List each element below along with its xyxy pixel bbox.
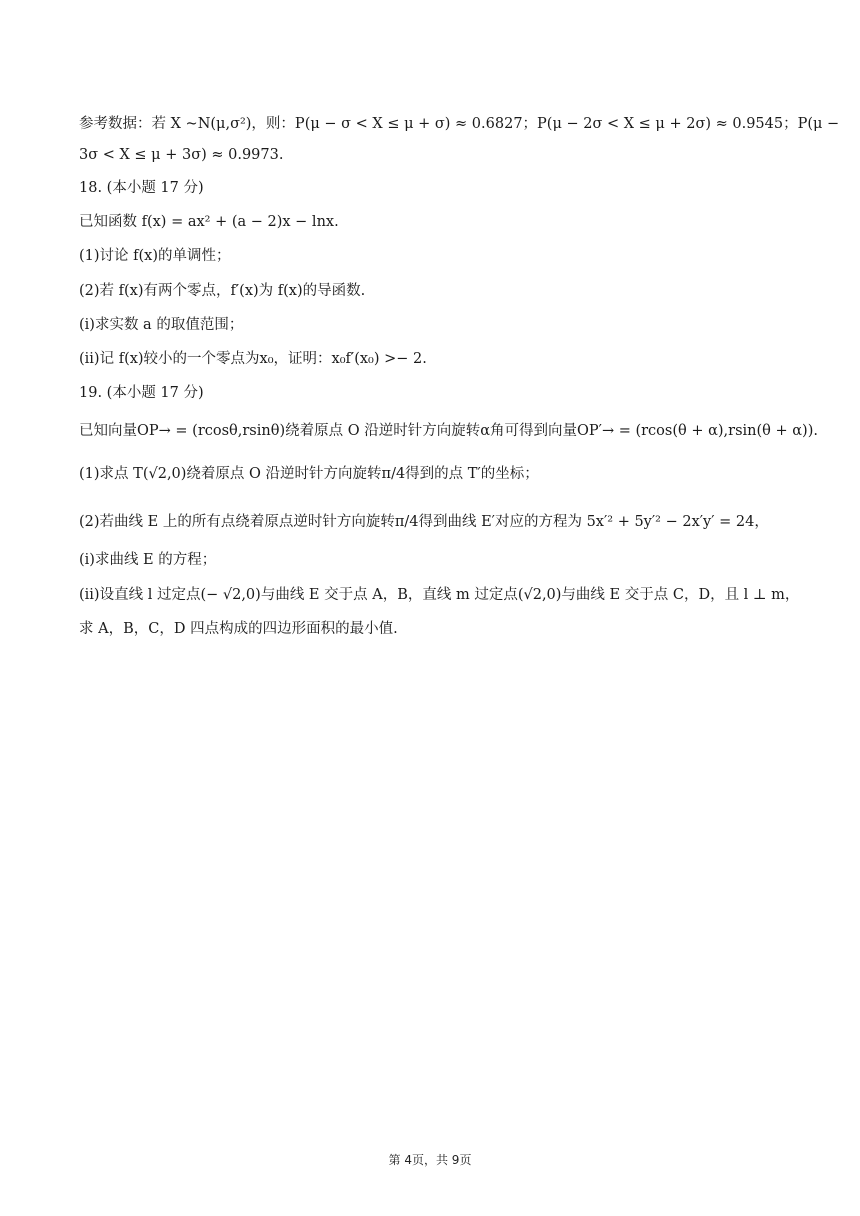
reference-data-line-2: 3σ < X ≤ μ + 3σ) ≈ 0.9973. xyxy=(79,147,284,163)
question-18-part-2-i: (i)求实数 a 的取值范围； xyxy=(79,317,244,333)
question-18-part-2: (2)若 f(x)有两个零点，f′(x)为 f(x)的导函数. xyxy=(79,283,366,299)
question-18-title: 18. (本小题 17 分) xyxy=(79,180,204,196)
page-footer: 第 4页，共 9页 xyxy=(388,1153,472,1167)
question-19-title: 19. (本小题 17 分) xyxy=(79,385,204,401)
question-19-part-2-ii-line-2: 求 A，B，C，D 四点构成的四边形面积的最小值. xyxy=(79,621,398,637)
question-19-part-2: (2)若曲线 E 上的所有点绕着原点逆时针方向旋转π/4得到曲线 E′对应的方程为 5x′² + 5y′² − 2x′y′ = 24， xyxy=(79,514,769,530)
question-18-part-2-ii: (ii)记 f(x)较小的一个零点为x₀，证明：x₀f′(x₀) >− 2. xyxy=(79,351,427,367)
question-19-part-2-ii-line-1: (ii)设直线 l 过定点(− √2,0)与曲线 E 交于点 A，B，直线 m 过定点(√2,0)与曲线 E 交于点 C，D，且 l ⊥ m， xyxy=(79,587,800,603)
question-19-part-1: (1)求点 T(√2,0)绕着原点 O 沿逆时针方向旋转π/4得到的点 T′的坐标； xyxy=(79,466,539,482)
question-18-part-1: (1)讨论 f(x)的单调性； xyxy=(79,248,231,264)
question-19-stem: 已知向量OP→ = (rcosθ,rsinθ)绕着原点 O 沿逆时针方向旋转α角可得到向量OP′→ = (rcos(θ + α),rsin(θ + α)). xyxy=(79,423,818,439)
reference-data-line-1: 参考数据：若 X ~N(μ,σ²)，则：P(μ − σ < X ≤ μ + σ) ≈ 0.6827；P(μ − 2σ < X ≤ μ + 2σ) ≈ 0.9545；P(μ − xyxy=(79,116,840,132)
question-18-stem: 已知函数 f(x) = ax² + (a − 2)x − lnx. xyxy=(79,214,339,230)
question-19-part-2-i: (i)求曲线 E 的方程； xyxy=(79,552,217,568)
